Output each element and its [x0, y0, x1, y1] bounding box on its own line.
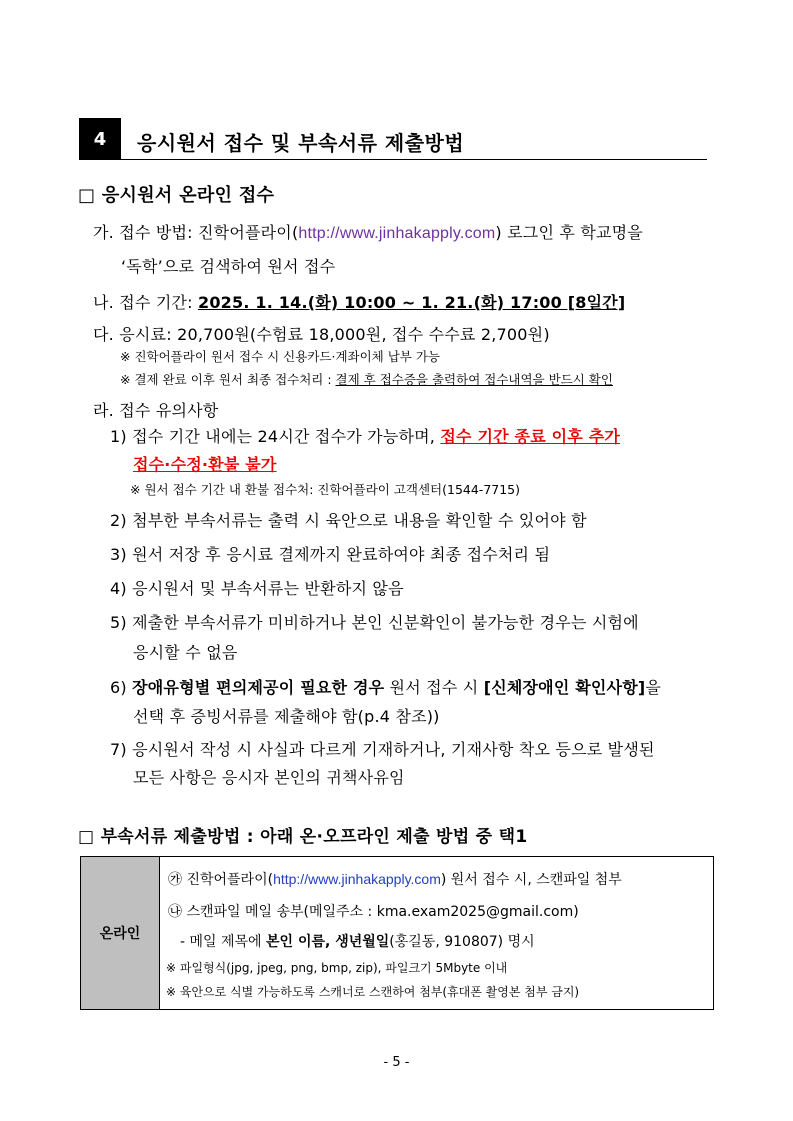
notice-item-1-prefix: 1) 접수 기간 내에는 24시간 접수가 가능하며, [110, 427, 441, 446]
online-content-cell [160, 857, 714, 1010]
notice-item-2: 2) 첨부한 부속서류는 출력 시 육안으로 내용을 확인할 수 있어야 함 [110, 511, 587, 530]
notice-item-5: 5) 제출한 부속서류가 미비하거나 본인 신분확인이 불가능한 경우는 시험에 [110, 613, 639, 632]
fee-note-2-underline: 결제 후 접수증을 출력하여 접수내역을 반드시 확인 [335, 372, 613, 387]
online-line-3-bold: 본인 이름, 생년월일 [266, 934, 390, 950]
refund-note: ※ 원서 접수 기간 내 환불 접수처: 진학어플라이 고객센터(1544-7715) [130, 482, 521, 497]
notice-item-4: 4) 응시원서 및 부속서류는 반환하지 않음 [110, 579, 404, 598]
online-line-1 [168, 869, 622, 889]
jinhakapply-link[interactable]: http://www.jinhakapply.com [298, 225, 496, 242]
notice-item-3: 3) 원서 저장 후 응시료 결제까지 완료하여야 최종 접수처리 됨 [110, 545, 551, 564]
online-line-3-suffix: (홍길동, 910807) 명시 [389, 934, 535, 950]
period-prefix: 나. 접수 기간: [93, 293, 199, 312]
period-line [93, 290, 625, 313]
submission-table [80, 856, 714, 1010]
fee-line: 다. 응시료: 20,700원(수험료 18,000원, 접수 수수료 2,700원) [93, 325, 550, 344]
online-label: 온라인 [99, 926, 141, 942]
notice-item-6 [110, 675, 661, 698]
fee-note-2 [120, 370, 613, 388]
notice-item-6-bold-1: 장애유형별 편의제공이 필요한 경우 [132, 678, 385, 697]
section-title: 응시원서 접수 및 부속서류 제출방법 [137, 131, 465, 155]
section-number: 4 [79, 118, 121, 160]
fee-note-2-prefix: ※ 결제 완료 이후 원서 최종 접수처리 : [120, 372, 336, 387]
online-label-cell [81, 857, 160, 1010]
method-prefix: 가. 접수 방법: 진학어플라이( [93, 223, 299, 242]
online-line-2: ㉯ 스캔파일 메일 송부(메일주소 : kma.exam2025@gmail.com) [168, 904, 579, 920]
online-line-3 [180, 931, 535, 951]
table-row [81, 857, 714, 1010]
notice-item-6-num: 6) [110, 678, 133, 697]
method-line [93, 220, 643, 243]
section-underline [79, 159, 707, 160]
online-line-1-prefix: ㉮ 진학어플라이( [168, 872, 274, 888]
online-line-1-suffix: ) 원서 접수 시, 스캔파일 첨부 [440, 872, 622, 888]
page-number: - 5 - [383, 1055, 410, 1070]
notice-item-6-mid: 원서 접수 시 [384, 678, 484, 697]
online-apply-heading: □ 응시원서 온라인 접수 [78, 185, 275, 206]
notice-item-6-bold-2: [신체장애인 확인사항] [483, 678, 646, 697]
notice-heading: 라. 접수 유의사항 [93, 401, 219, 420]
section-header [79, 118, 707, 160]
method-suffix: ) 로그인 후 학교명을 [495, 223, 643, 242]
method-line-2: ‘독학’으로 검색하여 원서 접수 [121, 257, 336, 276]
jinhakapply-link-2[interactable]: http://www.jinhakapply.com [273, 871, 441, 887]
online-line-3-prefix: - 메일 제목에 [180, 934, 267, 950]
notice-item-5-line-2: 응시할 수 없음 [133, 643, 238, 662]
notice-item-6-end: 을 [645, 678, 662, 697]
notice-item-1-red-2: 접수·수정·환불 불가 [133, 455, 277, 474]
notice-item-6-line-2: 선택 후 증빙서류를 제출해야 함(p.4 참조)) [133, 707, 440, 726]
notice-item-7: 7) 응시원서 작성 시 사실과 다르게 기재하거나, 기재사항 착오 등으로 발생된 [110, 740, 655, 759]
notice-item-1-red: 접수 기간 종료 이후 추가 [440, 427, 621, 446]
notice-item-1 [110, 424, 620, 447]
period-value: 2025. 1. 14.(화) 10:00 ~ 1. 21.(화) 17:00 [8일간] [198, 293, 626, 312]
scan-note: ※ 육안으로 식별 가능하도록 스캐너로 스캔하여 첨부(휴대폰 촬영본 첨부 금지) [166, 985, 580, 999]
notice-item-1-line-2 [133, 452, 277, 475]
documents-heading: □ 부속서류 제출방법 : 아래 온·오프라인 제출 방법 중 택1 [78, 827, 528, 847]
notice-item-7-line-2: 모든 사항은 응시자 본인의 귀책사유임 [133, 768, 405, 787]
fee-note-1: ※ 진학어플라이 원서 접수 시 신용카드·계좌이체 납부 가능 [120, 349, 440, 364]
file-format-note: ※ 파일형식(jpg, jpeg, png, bmp, zip), 파일크기 5Mbyte 이내 [166, 961, 508, 975]
